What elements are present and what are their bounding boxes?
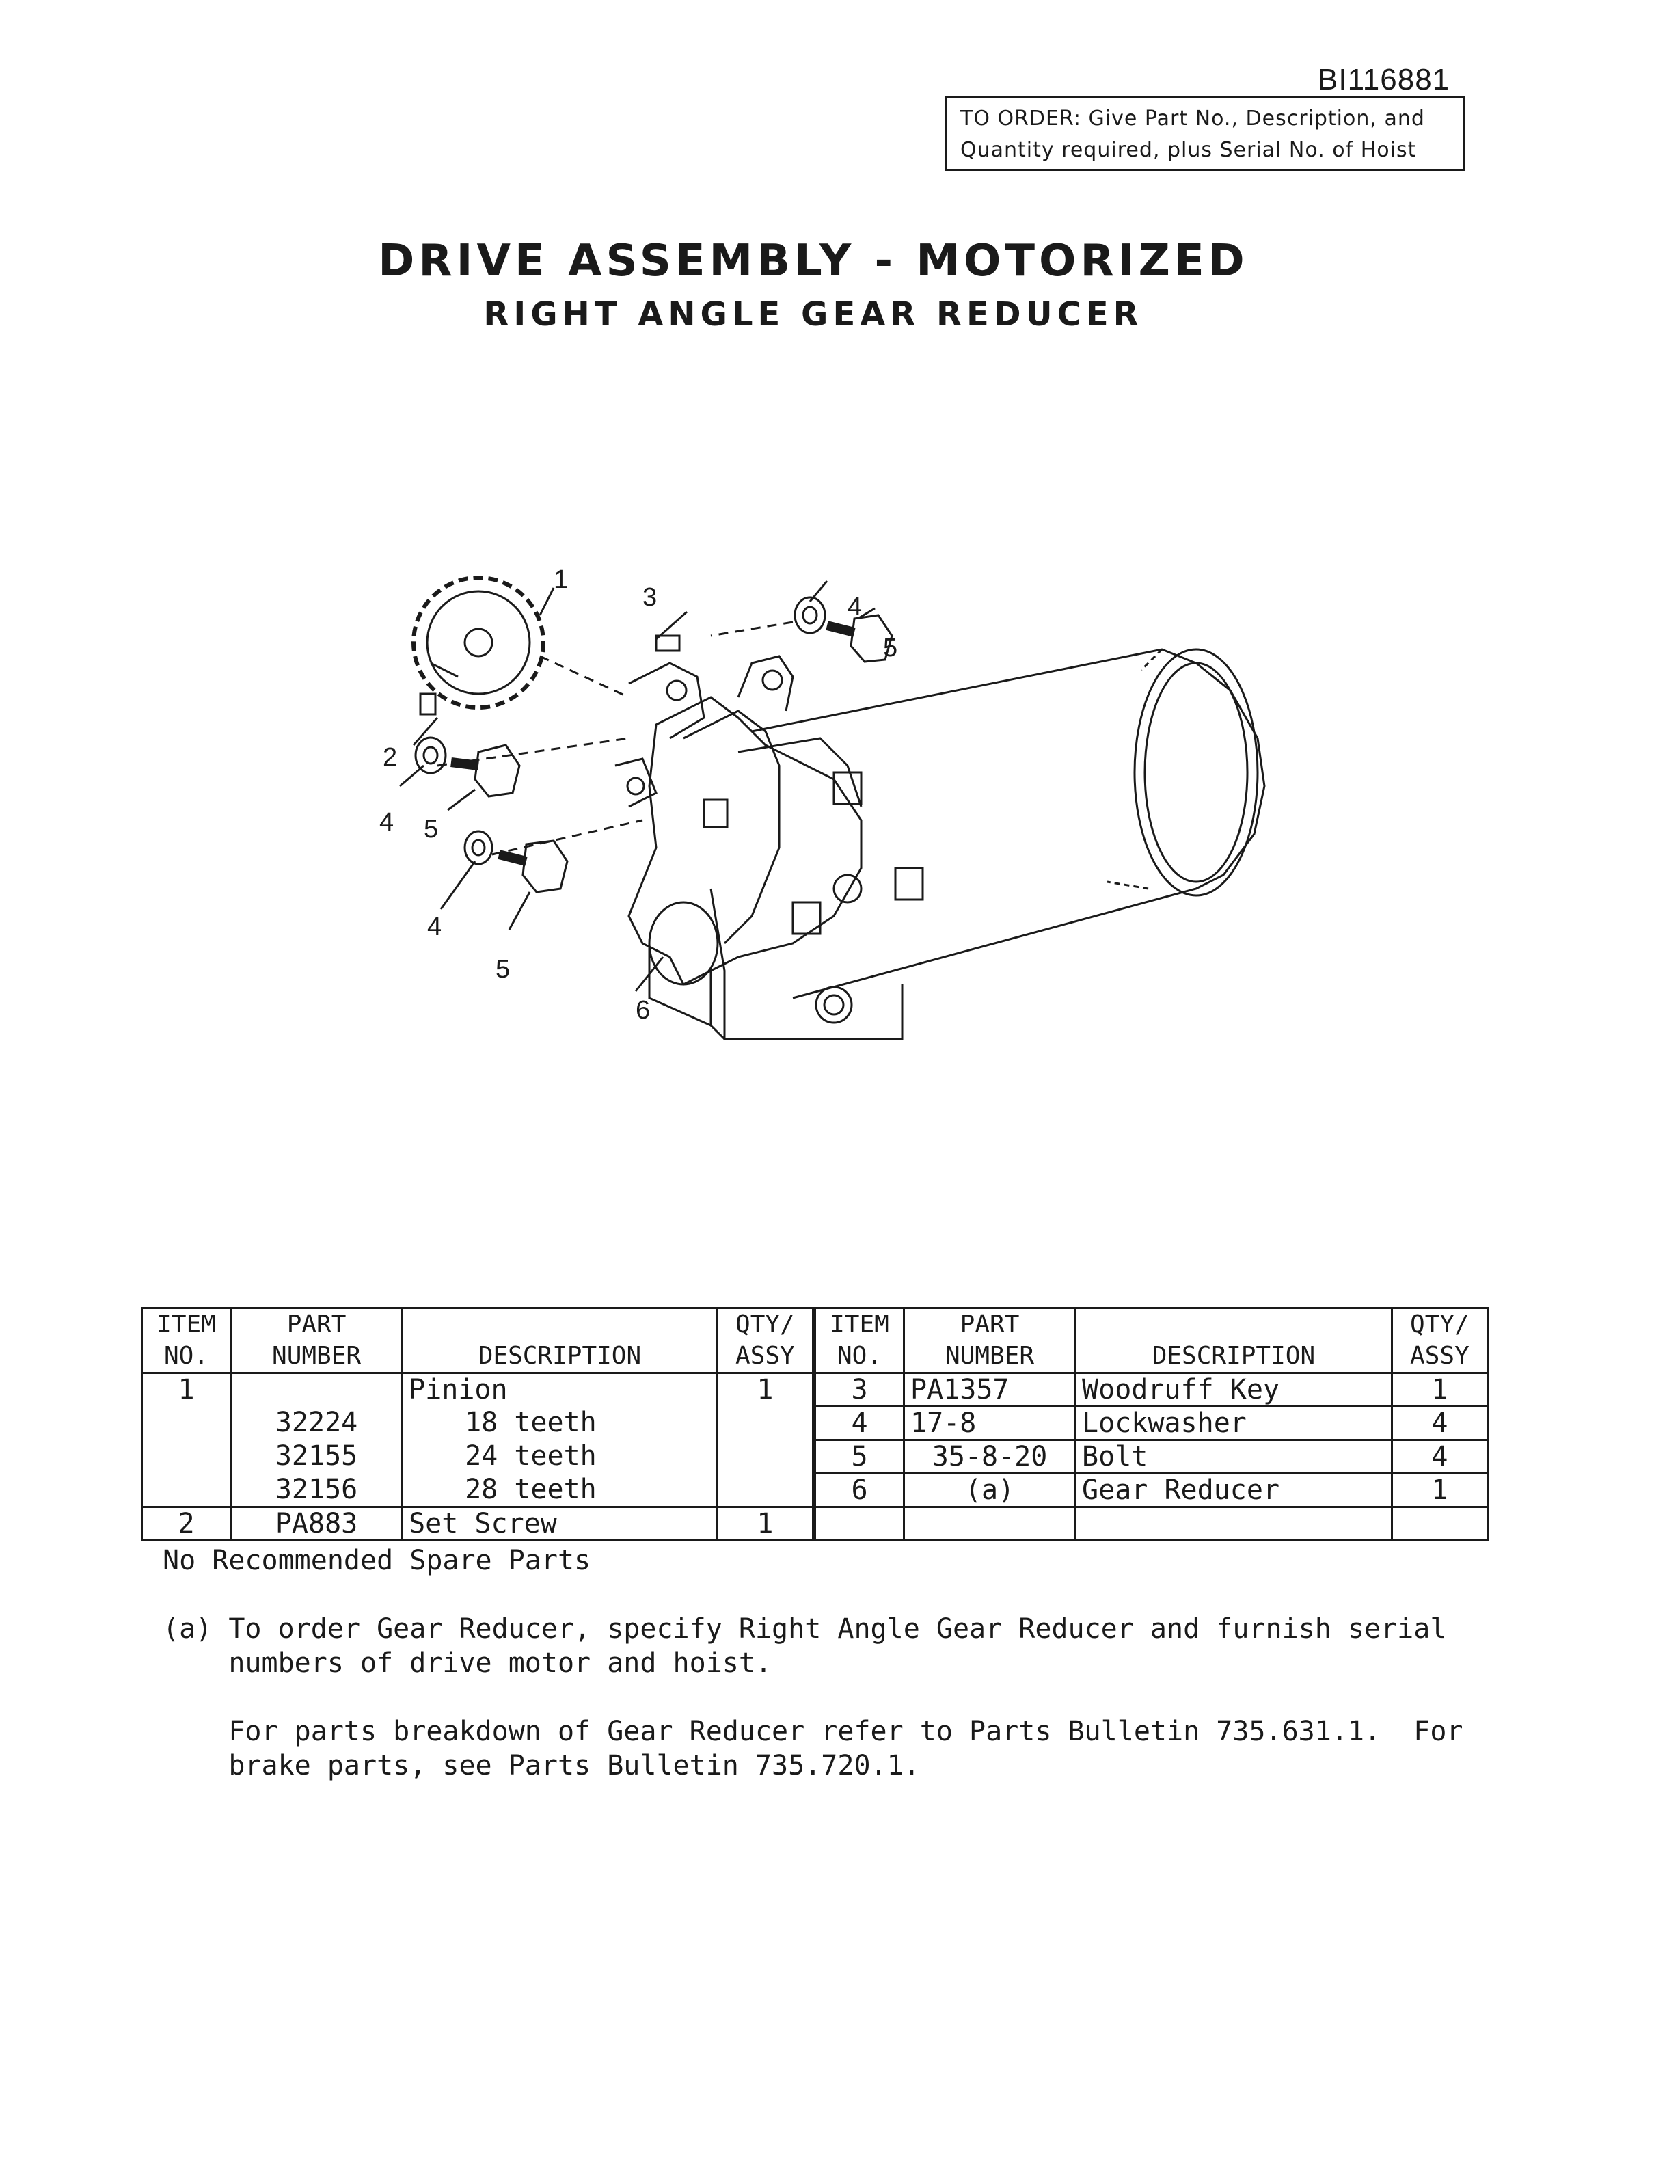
cell-desc: 18 teeth xyxy=(403,1407,718,1440)
cell-qty: 1 xyxy=(717,1373,814,1407)
cell-part: PA883 xyxy=(231,1507,403,1541)
header-qty-right: QTY/ ASSY xyxy=(1392,1308,1487,1373)
cell-desc: Woodruff Key xyxy=(1076,1373,1392,1407)
table-header-row xyxy=(142,1308,1488,1373)
header-item-right: ITEM NO. xyxy=(814,1308,904,1373)
cell-desc: Lockwasher xyxy=(1076,1407,1392,1440)
alignment-lines xyxy=(437,622,793,854)
cell-part: PA1357 xyxy=(904,1373,1076,1407)
order-instructions-box xyxy=(945,96,1465,171)
callout-2: 2 xyxy=(383,743,398,772)
cell-item: 6 xyxy=(814,1474,904,1507)
table-row xyxy=(142,1440,1488,1474)
callout-5c: 5 xyxy=(883,634,898,662)
cell-qty: 1 xyxy=(1392,1373,1487,1407)
note-a-line-2: numbers of drive motor and hoist. xyxy=(163,1647,772,1679)
cell-qty xyxy=(717,1407,814,1440)
header-part-number-right: PART NUMBER xyxy=(904,1308,1076,1373)
cell-desc: Set Screw xyxy=(403,1507,718,1541)
cell-item: 5 xyxy=(814,1440,904,1474)
order-line-1: TO ORDER: Give Part No., Description, and xyxy=(960,107,1425,131)
leader-lines xyxy=(400,581,875,991)
header-description: DESCRIPTION xyxy=(403,1308,718,1373)
callout-4b: 4 xyxy=(427,913,442,941)
cell-part xyxy=(231,1373,403,1407)
cell-item: 2 xyxy=(142,1507,231,1541)
cell-desc xyxy=(1076,1507,1392,1541)
cell-desc: 28 teeth xyxy=(403,1474,718,1507)
cell-part: 32156 xyxy=(231,1474,403,1507)
cell-qty xyxy=(717,1440,814,1474)
cell-qty: 1 xyxy=(717,1507,814,1541)
table-row xyxy=(142,1507,1488,1541)
pinion-gear-drawing xyxy=(414,578,543,707)
cell-desc: 24 teeth xyxy=(403,1440,718,1474)
cell-item: 3 xyxy=(814,1373,904,1407)
order-line-2: Quantity required, plus Serial No. of Hoist xyxy=(960,138,1417,162)
cell-item xyxy=(142,1440,231,1474)
table-row xyxy=(142,1373,1488,1407)
cell-item xyxy=(814,1507,904,1541)
cell-part: 17-8 xyxy=(904,1407,1076,1440)
header-item: ITEM NO. xyxy=(142,1308,231,1373)
callout-5a: 5 xyxy=(424,815,439,844)
cell-item xyxy=(142,1407,231,1440)
table-row xyxy=(142,1474,1488,1507)
cell-part xyxy=(904,1507,1076,1541)
gear-reducer-drawing xyxy=(615,656,923,1039)
spare-parts-note: No Recommended Spare Parts xyxy=(163,1545,591,1576)
parts-table xyxy=(141,1307,1489,1541)
callout-6: 6 xyxy=(636,996,651,1025)
motor-housing-drawing xyxy=(752,649,1264,998)
exploded-assembly-drawing xyxy=(355,561,1326,1094)
cell-part: 32155 xyxy=(231,1440,403,1474)
cell-part: (a) xyxy=(904,1474,1076,1507)
callout-3: 3 xyxy=(642,583,658,612)
cell-desc: Bolt xyxy=(1076,1440,1392,1474)
callout-5b: 5 xyxy=(496,955,511,984)
header-qty: QTY/ ASSY xyxy=(717,1308,814,1373)
page-subtitle: RIGHT ANGLE GEAR REDUCER xyxy=(483,295,1143,334)
callout-4c: 4 xyxy=(848,593,863,621)
table-row xyxy=(142,1407,1488,1440)
cell-qty: 4 xyxy=(1392,1407,1487,1440)
page-title: DRIVE ASSEMBLY - MOTORIZED xyxy=(378,236,1249,286)
cell-qty: 1 xyxy=(1392,1474,1487,1507)
callout-1: 1 xyxy=(554,565,569,594)
cell-item xyxy=(142,1474,231,1507)
note-a-line-1: (a) To order Gear Reducer, specify Right Angle Gear Reducer and furnish serial xyxy=(163,1613,1447,1645)
cell-qty: 4 xyxy=(1392,1440,1487,1474)
header-part-number: PART NUMBER xyxy=(231,1308,403,1373)
cell-part: 32224 xyxy=(231,1407,403,1440)
note-b-line-1: For parts breakdown of Gear Reducer refer to Parts Bulletin 735.631.1. For xyxy=(163,1716,1463,1747)
cell-qty xyxy=(717,1474,814,1507)
cell-qty xyxy=(1392,1507,1487,1541)
note-b-line-2: brake parts, see Parts Bulletin 735.720.1. xyxy=(163,1750,920,1781)
cell-part: 35-8-20 xyxy=(904,1440,1076,1474)
cell-item: 4 xyxy=(814,1407,904,1440)
document-id: BI116881 xyxy=(1318,63,1450,96)
header-description-right: DESCRIPTION xyxy=(1076,1308,1392,1373)
cell-item: 1 xyxy=(142,1373,231,1407)
cell-desc: Gear Reducer xyxy=(1076,1474,1392,1507)
notes-section xyxy=(163,1543,1463,1783)
cell-desc: Pinion xyxy=(403,1373,718,1407)
callout-4a: 4 xyxy=(379,808,394,837)
